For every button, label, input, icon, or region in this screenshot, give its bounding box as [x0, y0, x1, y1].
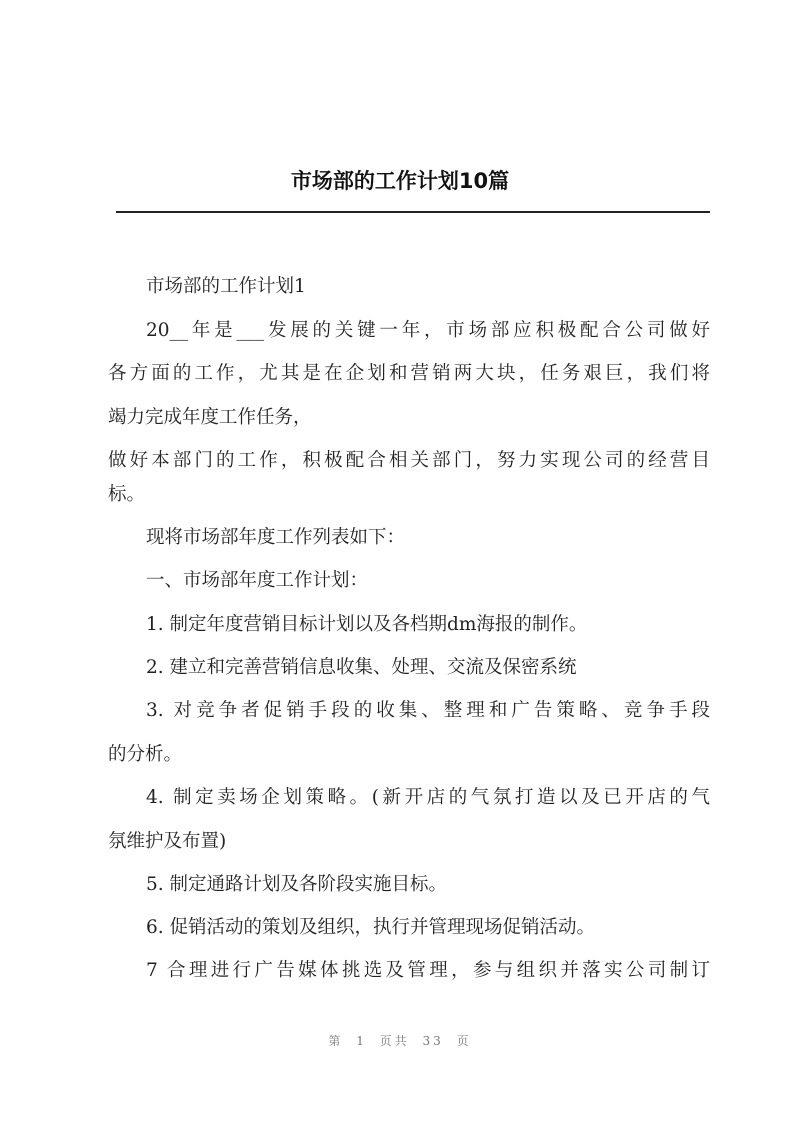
list-item: 4. 制定卖场企划策略。(新开店的气氛打造以及已开店的气 [146, 787, 710, 808]
paragraph-line: 现将市场部年度工作列表如下： [146, 527, 406, 548]
paragraph-line: 标。 [108, 484, 146, 505]
paragraph-line: 做好本部门的工作，积极配合相关部门，努力实现公司的经营目 [108, 450, 710, 471]
page-footer: 第 1 页共 33 页 [328, 1034, 472, 1048]
list-item: 7 合理进行广告媒体挑选及管理，参与组织并落实公司制订 [146, 960, 710, 981]
paragraph-line: 一、市场部年度工作计划： [146, 570, 369, 591]
paragraph-line: 各方面的工作，尤其是在企划和营销两大块，任务艰巨，我们将 [108, 363, 710, 384]
list-item-continued: 氛维护及布置) [108, 831, 227, 852]
list-item: 3. 对竞争者促销手段的收集、整理和广告策略、竞争手段 [146, 700, 710, 721]
list-item-continued: 的分析。 [108, 744, 183, 765]
list-item: 6. 促销活动的策划及组织，执行并管理现场促销活动。 [146, 917, 596, 938]
paragraph-line: 竭力完成年度工作任务， [108, 407, 312, 428]
list-item: 2. 建立和完善营销信息收集、处理、交流及保密系统 [146, 657, 577, 678]
section-heading: 市场部的工作计划1 [146, 276, 306, 297]
list-item: 5. 制定通路计划及各阶段实施目标。 [146, 874, 448, 895]
title-divider [116, 211, 710, 213]
document-title: 市场部的工作计划10篇 [290, 169, 510, 193]
list-item: 1. 制定年度营销目标计划以及各档期dm海报的制作。 [146, 614, 588, 635]
paragraph-line: 20__年是___发展的关键一年，市场部应积极配合公司做好 [146, 320, 710, 341]
